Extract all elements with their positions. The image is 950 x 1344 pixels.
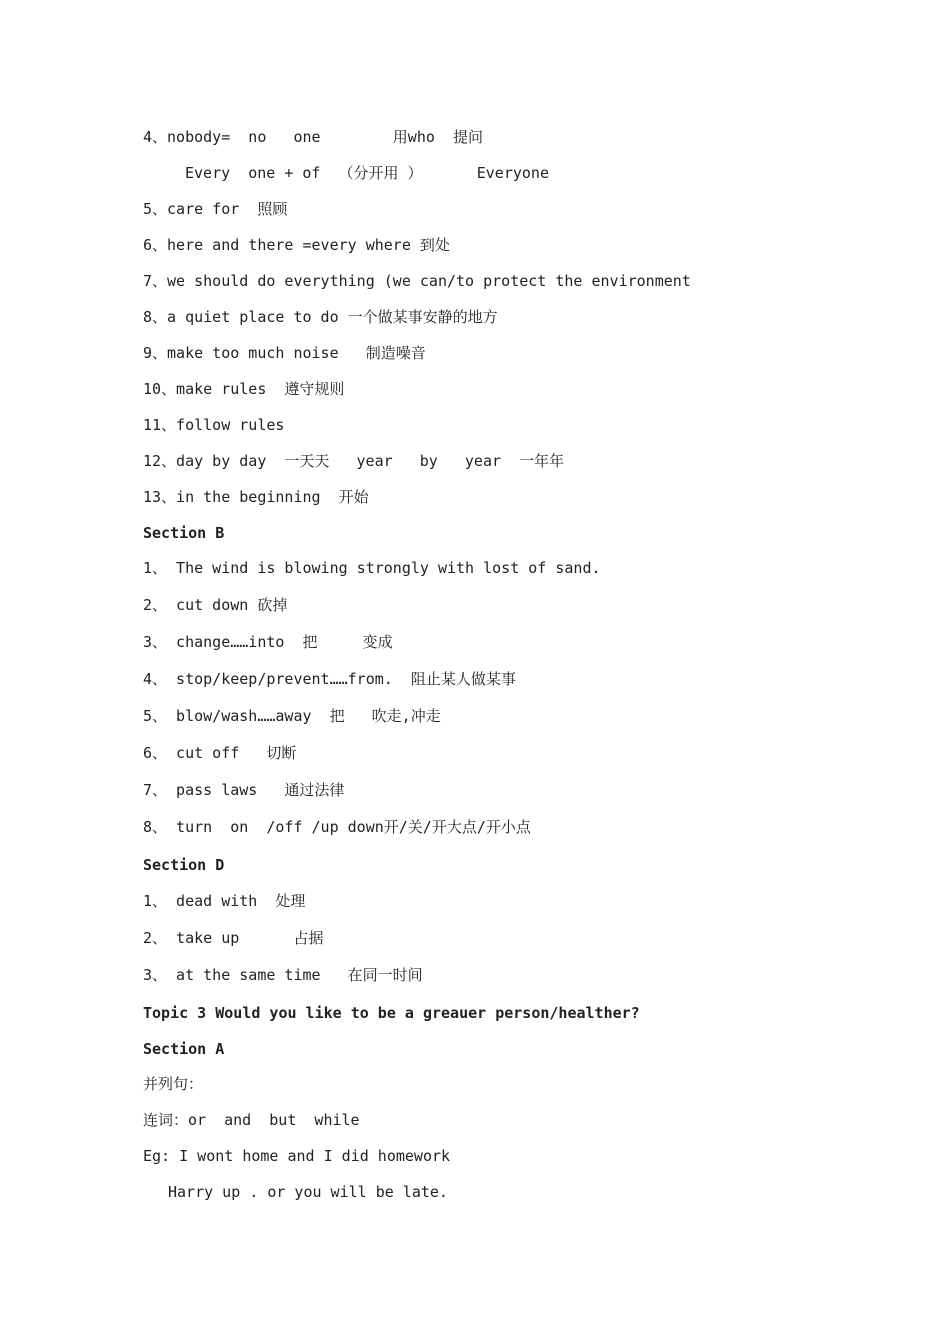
line-16: 4、 stop/keep/prevent……from. 阻止某人做某事 <box>143 670 516 688</box>
line-11: 13、in the beginning 开始 <box>143 488 369 506</box>
line-8: 10、make rules 遵守规则 <box>143 380 345 398</box>
line-23: 2、 take up 占据 <box>143 929 324 947</box>
line-20: 8、 turn on /off /up down开/关/开大点/开小点 <box>143 818 531 836</box>
line-19: 7、 pass laws 通过法律 <box>143 781 345 799</box>
line-24: 3、 at the same time 在同一时间 <box>143 966 423 984</box>
line-1: 4、nobody= no one 用who 提问 <box>143 128 483 146</box>
section-heading-a: Section A <box>143 1040 225 1058</box>
line-17: 5、 blow/wash……away 把 吹走,冲走 <box>143 707 441 725</box>
line-9: 11、follow rules <box>143 416 285 434</box>
section-heading-b: Section B <box>143 524 225 542</box>
line-30: Harry up . or you will be late. <box>168 1183 448 1201</box>
line-4: 6、here and there =every where 到处 <box>143 236 450 254</box>
line-13: 1、 The wind is blowing strongly with lost of sand. <box>143 559 601 577</box>
line-28: 连词：or and but while <box>143 1111 360 1129</box>
line-3: 5、care for 照顾 <box>143 200 288 218</box>
line-27: 并列句： <box>143 1075 204 1093</box>
line-7: 9、make too much noise 制造噪音 <box>143 344 426 362</box>
line-22: 1、 dead with 处理 <box>143 892 306 910</box>
topic-heading: Topic 3 Would you like to be a greauer person/healther? <box>143 1004 640 1022</box>
line-15: 3、 change……into 把 变成 <box>143 633 393 651</box>
line-6: 8、a quiet place to do 一个做某事安静的地方 <box>143 308 498 326</box>
section-heading-d: Section D <box>143 856 225 874</box>
line-5: 7、we should do everything (we can/to protect the environment <box>143 272 691 290</box>
line-10: 12、day by day 一天天 year by year 一年年 <box>143 452 565 470</box>
line-29: Eg: I wont home and I did homework <box>143 1147 451 1165</box>
line-18: 6、 cut off 切断 <box>143 744 297 762</box>
line-14: 2、 cut down 砍掉 <box>143 596 288 614</box>
line-2: Every one + of （分开用 ） Everyone <box>185 164 549 182</box>
